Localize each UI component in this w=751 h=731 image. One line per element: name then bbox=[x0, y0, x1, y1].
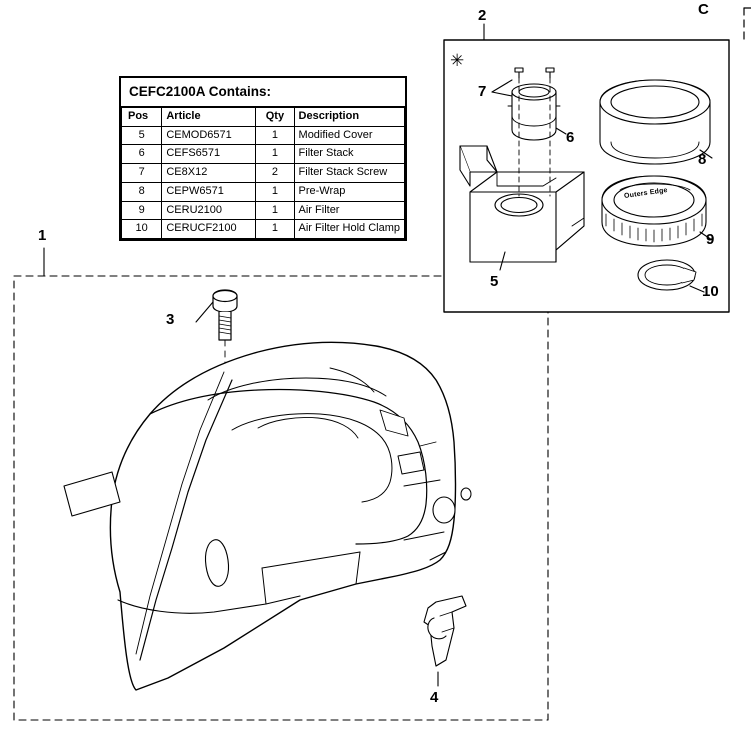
callout-4: 4 bbox=[430, 689, 439, 706]
callout-7: 7 bbox=[478, 83, 487, 100]
cell-description: Air Filter Hold Clamp bbox=[294, 220, 404, 239]
parts-table-grid bbox=[121, 107, 405, 239]
cell-pos: 6 bbox=[122, 145, 162, 164]
table-row bbox=[122, 145, 405, 164]
callout-8: 8 bbox=[698, 151, 707, 168]
cell-description: Filter Stack Screw bbox=[294, 164, 404, 183]
cell-qty: 1 bbox=[256, 220, 294, 239]
table-row bbox=[122, 126, 405, 145]
table-row bbox=[122, 220, 405, 239]
callout-1: 1 bbox=[38, 227, 47, 244]
cell-article: CEFS6571 bbox=[162, 145, 256, 164]
cell-article: CERU2100 bbox=[162, 201, 256, 220]
table-row bbox=[122, 182, 405, 201]
cell-qty: 1 bbox=[256, 182, 294, 201]
cell-article: CE8X12 bbox=[162, 164, 256, 183]
header-pos: Pos bbox=[122, 107, 162, 126]
parts-table-title: CEFC2100A Contains: bbox=[121, 78, 405, 107]
callout-9: 9 bbox=[706, 231, 715, 248]
filter-brand-label: Outers Edge bbox=[623, 186, 669, 201]
cell-article: CERUCF2100 bbox=[162, 220, 256, 239]
cell-qty: 1 bbox=[256, 126, 294, 145]
cell-article: CEMOD6571 bbox=[162, 126, 256, 145]
header-article: Article bbox=[162, 107, 256, 126]
callout-5: 5 bbox=[490, 273, 499, 290]
cell-description: Air Filter bbox=[294, 201, 404, 220]
table-header-row bbox=[122, 107, 405, 126]
callout-6: 6 bbox=[566, 129, 575, 146]
callout-c: C bbox=[698, 1, 709, 18]
cell-qty: 1 bbox=[256, 145, 294, 164]
cell-description: Filter Stack bbox=[294, 145, 404, 164]
cell-pos: 5 bbox=[122, 126, 162, 145]
cell-qty: 2 bbox=[256, 164, 294, 183]
cell-article: CEPW6571 bbox=[162, 182, 256, 201]
cell-description: Modified Cover bbox=[294, 126, 404, 145]
parts-table bbox=[119, 76, 407, 241]
cell-pos: 7 bbox=[122, 164, 162, 183]
header-description: Description bbox=[294, 107, 404, 126]
cell-description: Pre-Wrap bbox=[294, 182, 404, 201]
callout-2: 2 bbox=[478, 7, 487, 24]
cell-qty: 1 bbox=[256, 201, 294, 220]
cell-pos: 8 bbox=[122, 182, 162, 201]
table-row bbox=[122, 164, 405, 183]
callout-3: 3 bbox=[166, 311, 175, 328]
header-qty: Qty bbox=[256, 107, 294, 126]
asterisk-marker: ✳ bbox=[450, 51, 465, 70]
callout-10: 10 bbox=[702, 283, 719, 300]
cell-pos: 9 bbox=[122, 201, 162, 220]
table-row bbox=[122, 201, 405, 220]
cell-pos: 10 bbox=[122, 220, 162, 239]
